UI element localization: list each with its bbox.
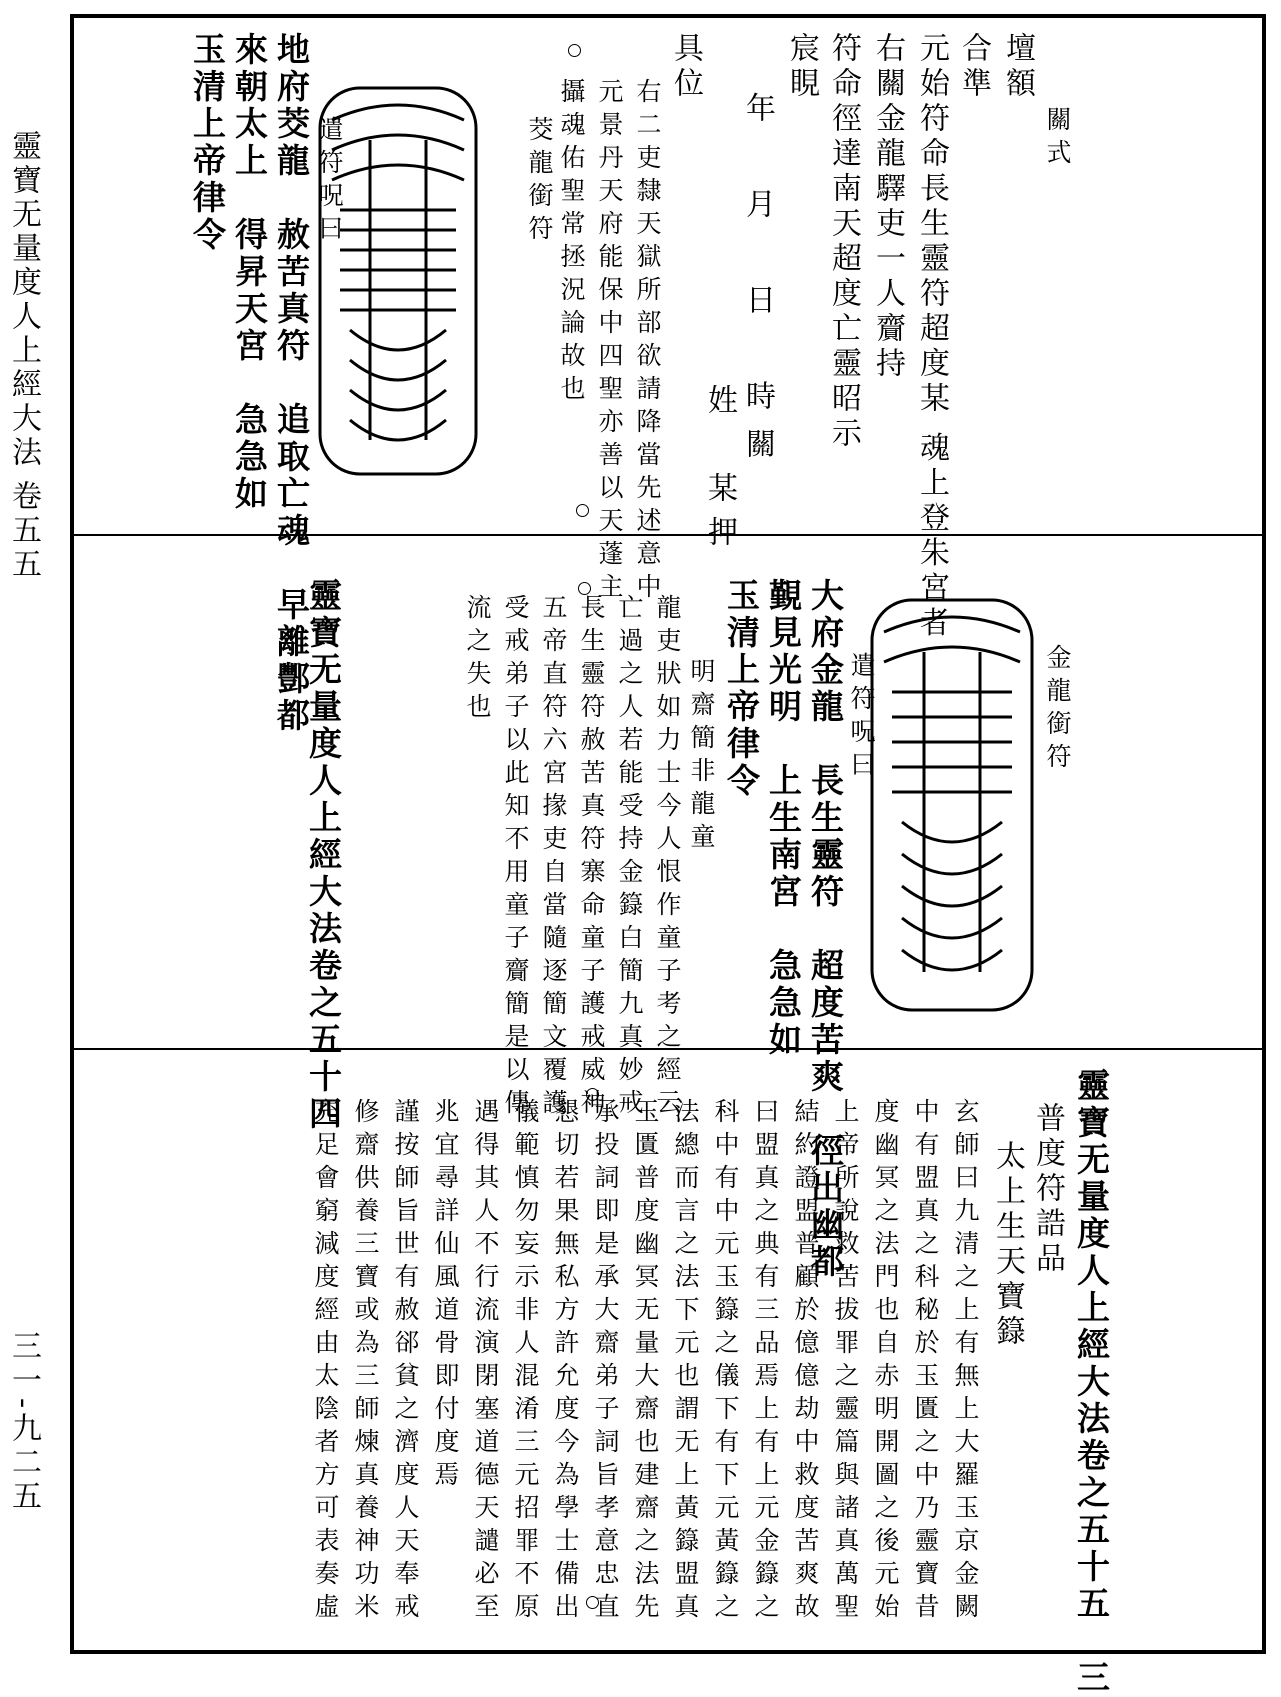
text-column: 右二吏隸天獄所部欲請降當先述意中 xyxy=(633,78,662,606)
text-column: 具位 xyxy=(668,32,703,102)
margin-volume: 卷五五 xyxy=(6,480,41,582)
text-column: 玄師曰九清之上有無上大羅玉京金闕 xyxy=(951,1098,980,1626)
text-column: 曰盟真之典有三品焉上有上元金籙之 xyxy=(751,1098,780,1626)
text-column: 壇額 xyxy=(1000,32,1035,102)
text-column: 上帝所說救苦拔罪之靈篇與諸真萬聖 xyxy=(831,1098,860,1626)
text-column: 結約證盟普顧於億億劫中救度苦爽故 xyxy=(791,1098,820,1626)
annotation-circle xyxy=(586,1088,599,1101)
annotation-circle xyxy=(576,504,589,517)
text-column: 流之失也 xyxy=(463,594,492,726)
section-subtitle: 太上生天寶籙 xyxy=(990,1140,1025,1350)
text-column: 科中有中元玉籙之儀下有下元黃籙之 xyxy=(711,1098,740,1626)
text-column: 五帝直符六宮掾吏自當隨逐簡文覆護 xyxy=(539,594,568,1122)
text-column: 右關金龍驛吏一人齎持 xyxy=(870,32,905,382)
text-column: 合準 xyxy=(956,32,991,102)
panel-3 xyxy=(74,1048,1262,1697)
text-column: 玉匱普度幽冥无量大齋也建齋之法先 xyxy=(631,1098,660,1626)
volume-title: 靈寶无量度人上經大法卷之五十五 三 xyxy=(1072,1068,1111,1697)
text-column: 承投詞即是承大齋弟子詞旨孝意忠直 xyxy=(591,1098,620,1626)
text-column: 充足會窮減度經由太陰者方可表奏虛 xyxy=(311,1098,340,1626)
text-column: 攝魂佑聖常拯況論故也 xyxy=(557,78,586,408)
text-column: 受戒弟子以此知不用童子齎簡是以傳 xyxy=(501,594,530,1122)
talisman-title: 金龍銜符 xyxy=(1043,644,1072,776)
text-column: 玉清上帝律令 xyxy=(722,578,761,800)
text-column: 大府金龍 長生靈符 超度苦爽 徑出幽都 xyxy=(806,578,845,1281)
column-heading: 關式 xyxy=(1043,106,1072,172)
talisman-title: 茭龍銜符 xyxy=(525,116,554,248)
text-column: 元景丹天府能保中四聖亦善以天蓬主 xyxy=(595,78,624,606)
text-column: 兆宜尋詳仙風道骨即付度焉 xyxy=(431,1098,460,1494)
text-column: 謹按師旨世有赦郤貧之濟度人天奉戒 xyxy=(391,1098,420,1626)
text-column: 修齋供養三寶或為三師煉真養神功米 xyxy=(351,1098,380,1626)
talisman-seal-jinlong xyxy=(862,592,1042,1018)
text-column: 符命徑達南天超度亡靈昭示 xyxy=(826,32,861,452)
section-title: 普度符誥品 xyxy=(1030,1102,1065,1277)
text-column: 元始符命長生靈符超度某 魂上登朱宮者 xyxy=(914,32,949,642)
text-column: 來朝太上 得昇天宮 急急如 xyxy=(230,32,269,513)
margin-page-number: 三一-九二五 xyxy=(6,1330,41,1515)
text-column: 儀範慎勿妄示非人混淆三元招罪不原 xyxy=(511,1098,540,1626)
text-column: 玉清上帝律令 xyxy=(188,32,227,254)
annotation-circle xyxy=(586,1596,599,1609)
text-column: 明齋簡非龍童 xyxy=(687,658,716,856)
text-column: 度幽冥之法門也自赤明開圖之後元始 xyxy=(871,1098,900,1626)
text-column: 遇得其人不行流演閉塞道德天譴必至 xyxy=(471,1098,500,1626)
text-column: 中有盟真之科秘於玉匱之中乃靈寶昔 xyxy=(911,1098,940,1626)
annotation-circle xyxy=(568,44,581,57)
text-column: 龍吏狀如力士今人恨作童子考之經云 xyxy=(653,594,682,1122)
text-column: 遣符呪曰 xyxy=(847,652,876,784)
text-column: 覲見光明 上生南宮 急急如 xyxy=(764,578,803,1059)
text-column: 年 月 日 時關 xyxy=(740,92,775,476)
page-frame xyxy=(70,14,1266,1697)
text-column: 遣符呪曰 xyxy=(315,116,344,248)
text-column: 懇切若果無私方許允度今為學士備出 xyxy=(551,1098,580,1626)
text-column: 地府茭龍 赦苦真符 追取亡魂 早離酆都 xyxy=(272,32,311,735)
text-column: 姓 某押 xyxy=(702,384,737,560)
volume-end-title: 靈寶无量度人上經大法卷之五十四 xyxy=(304,578,343,1133)
text-column: 長生靈符赦苦真符寨命童子護戒威神 xyxy=(577,594,606,1122)
text-column: 法總而言之法下元也謂无上黃籙盟真 xyxy=(671,1098,700,1626)
text-column: 亡過之人若能受持金籙白簡九真妙戒 xyxy=(615,594,644,1122)
margin-book-title: 靈寶无量度人上經大法 xyxy=(6,130,41,470)
text-column: 宸睍 xyxy=(784,32,819,102)
annotation-circle xyxy=(578,582,591,595)
